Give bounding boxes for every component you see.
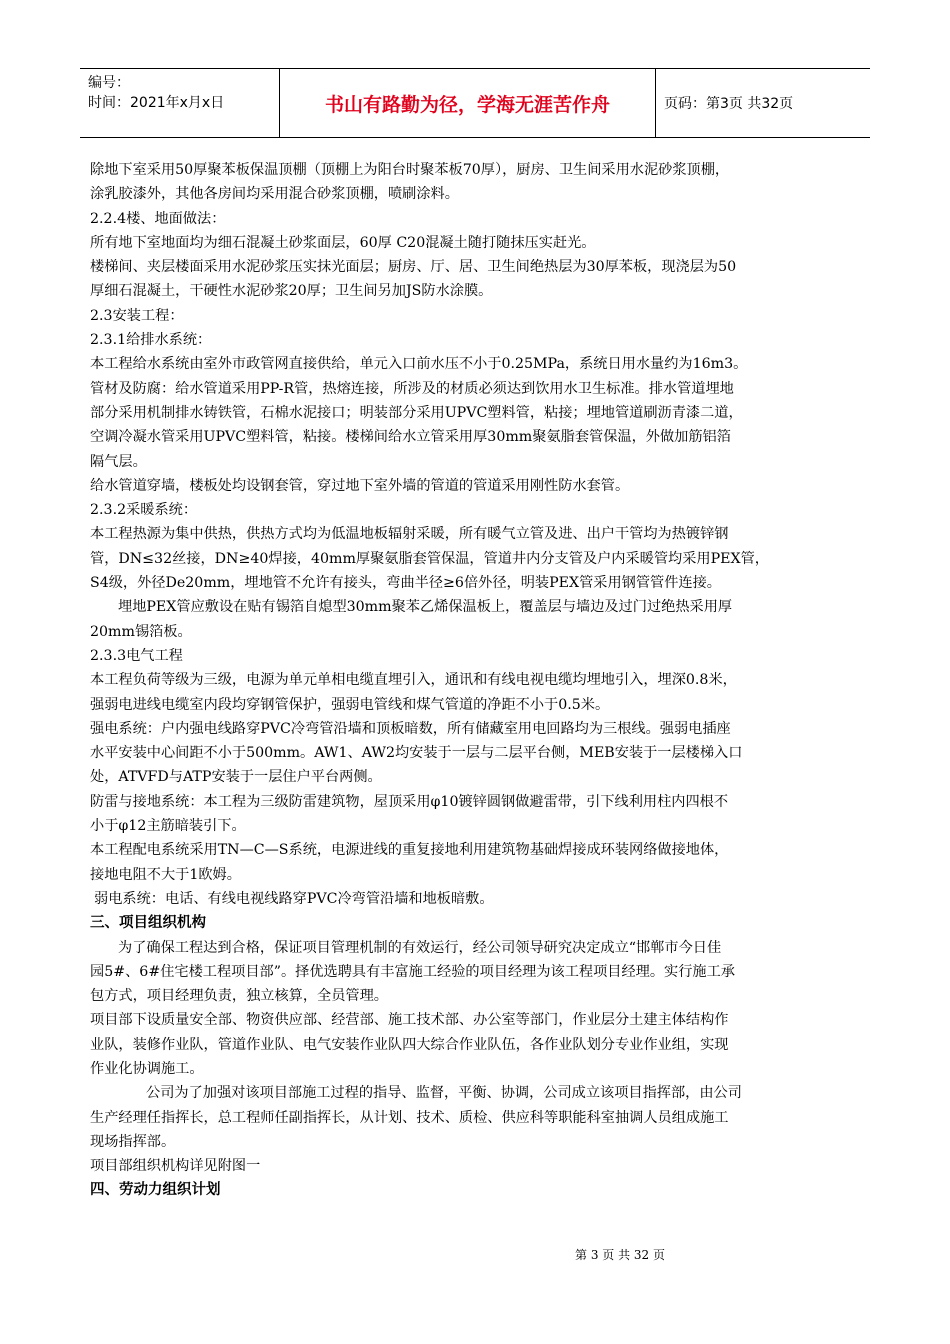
section-heading: 2.2.4楼、地面做法： (90, 210, 226, 227)
body-line: 楼梯间、夹层楼面采用水泥砂浆压实抹光面层；厨房、厅、居、卫生间绝热层为30厚苯板，现浇层为50 (90, 259, 737, 276)
body-line: 接地电阻不大于1欧姆。 (90, 866, 241, 883)
body-line: 作业化协调施工。 (90, 1060, 204, 1077)
body-line: 20mm锡箔板。 (90, 623, 192, 640)
header-meta (80, 69, 280, 137)
body-line: 项目部组织机构详见附图一 (90, 1158, 261, 1175)
body-line: 强弱电进线电缆室内段均穿钢管保护，强弱电管线和煤气管道的净距不小于0.5米。 (90, 696, 610, 713)
body-line: 部分采用机制排水铸铁管，石棉水泥接口；明装部分采用UPVC塑料管，粘接；埋地管道刷沥青漆二道， (90, 404, 743, 421)
body-line: S4级，外径De20mm，埋地管不允许有接头，弯曲半径≥6倍外径，明装PEX管采用钢管管件连接。 (90, 575, 721, 592)
body-line: 管材及防腐：给水管道采用PP-R管，热熔连接，所涉及的材质必须达到饮用水卫生标准。排水管道埋地 (90, 380, 734, 397)
body-line: 埋地PEX管应敷设在贴有锡箔自熄型30mm聚苯乙烯保温板上，覆盖层与墙边及过门过绝热采用厚 (118, 599, 733, 616)
body-line: 项目部下设质量安全部、物资供应部、经营部、施工技术部、办公室等部门，作业层分土建主体结构作 (90, 1012, 729, 1029)
body-line: 公司为了加强对该项目部施工过程的指导、监督，平衡、协调，公司成立该项目指挥部，由公司 (146, 1085, 742, 1102)
section-heading: 2.3安装工程： (90, 307, 184, 324)
page-footer: 第 3 页 共 32 页 (575, 1248, 665, 1262)
body-line: 小于φ12主筋暗装引下。 (90, 818, 246, 835)
body-line: 给水管道穿墙，楼板处均设钢套管，穿过地下室外墙的管道的管道采用刚性防水套管。 (90, 477, 630, 494)
page-header (80, 68, 870, 138)
chapter-heading: 四、劳动力组织计划 (90, 1182, 221, 1199)
body-line: 强电系统：户内强电线路穿PVC冷弯管沿墙和顶板暗数，所有储藏室用电回路均为三根线。强弱电插座 (90, 720, 731, 737)
body-line: 隔气层。 (90, 453, 147, 470)
body-line: 本工程配电系统采用TN—C—S系统，电源进线的重复接地利用建筑物基础焊接成环装网络做接地体， (90, 842, 729, 859)
body-line: 水平安装中心间距不小于500mm。AW1、AW2均安装于一层与二层平台侧，MEB安装于一层楼梯入口 (90, 745, 743, 762)
body-line: 弱电系统：电话、有线电视线路穿PVC冷弯管沿墙和地板暗敷。 (94, 890, 494, 907)
document-number: 编号： (88, 75, 130, 91)
section-heading: 2.3.3电气工程 (90, 647, 183, 664)
header-motto: 书山有路勤为径，学海无涯苦作舟 (280, 69, 656, 137)
body-line: 生产经理任指挥长，总工程师任副指挥长，从计划、技术、质检、供应科等职能科室抽调人员组成施工 (90, 1109, 729, 1126)
body-line: 为了确保工程达到合格，保证项目管理机制的有效运行，经公司领导研究决定成立“邯郸市今日佳 (118, 939, 722, 956)
body-line: 业队，装修作业队，管道作业队、电气安装作业队四大综合作业队伍，各作业队划分专业作业组，实现 (90, 1036, 729, 1053)
body-line: 空调冷凝水管采用UPVC塑料管，粘接。楼梯间给水立管采用厚30mm聚氨脂套管保温，外做加筋铝箔 (90, 429, 731, 446)
body-line: 包方式，项目经理负责，独立核算，全员管理。 (90, 988, 388, 1005)
body-line: 管，DN≤32丝接，DN≥40焊接，40mm厚聚氨脂套管保温，管道井内分支管及户内采暖管均采用PEX管， (90, 550, 769, 567)
section-heading: 2.3.2采暖系统： (90, 502, 198, 519)
section-heading: 2.3.1给排水系统： (90, 332, 212, 349)
document-time: 时间：2021年x月x日 (88, 95, 225, 111)
body-line: 处，ATVFD与ATP安装于一层住户平台两侧。 (90, 769, 382, 786)
body-line: 本工程给水系统由室外市政管网直接供给，单元入口前水压不小于0.25MPa，系统日用水量约为16m3。 (90, 356, 748, 373)
body-line: 本工程负荷等级为三级，电源为单元单相电缆直埋引入，通讯和有线电视电缆均埋地引入，埋深0.8米， (90, 672, 737, 689)
body-line: 防雷与接地系统：本工程为三级防雷建筑物，屋顶采用φ10镀锌圆钢做避雷带，引下线利用柱内四根不 (90, 793, 729, 810)
body-line: 厚细石混凝土，干硬性水泥砂浆20厚；卫生间另加JS防水涂膜。 (90, 283, 493, 300)
document-body (90, 158, 862, 1203)
chapter-heading: 三、项目组织机构 (90, 915, 206, 932)
body-line: 园5#、6#住宅楼工程项目部”。择优选聘具有丰富施工经验的项目经理为该工程项目经理。实行施工承 (90, 963, 735, 980)
body-line: 本工程热源为集中供热，供热方式均为低温地板辐射采暖，所有暖气立管及进、出户干管均为热镀锌钢 (90, 526, 729, 543)
body-line: 除地下室采用50厚聚苯板保温顶棚（顶棚上为阳台时聚苯板70厚），厨房、卫生间采用水泥砂浆顶棚， (90, 162, 730, 178)
body-line: 涂乳胶漆外，其他各房间均采用混合砂浆顶棚，喷刷涂料。 (90, 186, 459, 203)
body-line: 所有地下室地面均为细石混凝土砂浆面层，60厚 C20混凝土随打随抹压实赶光。 (90, 234, 596, 251)
body-line: 现场指挥部。 (90, 1133, 176, 1150)
header-page-number: 页码：第3页 共32页 (664, 96, 794, 112)
